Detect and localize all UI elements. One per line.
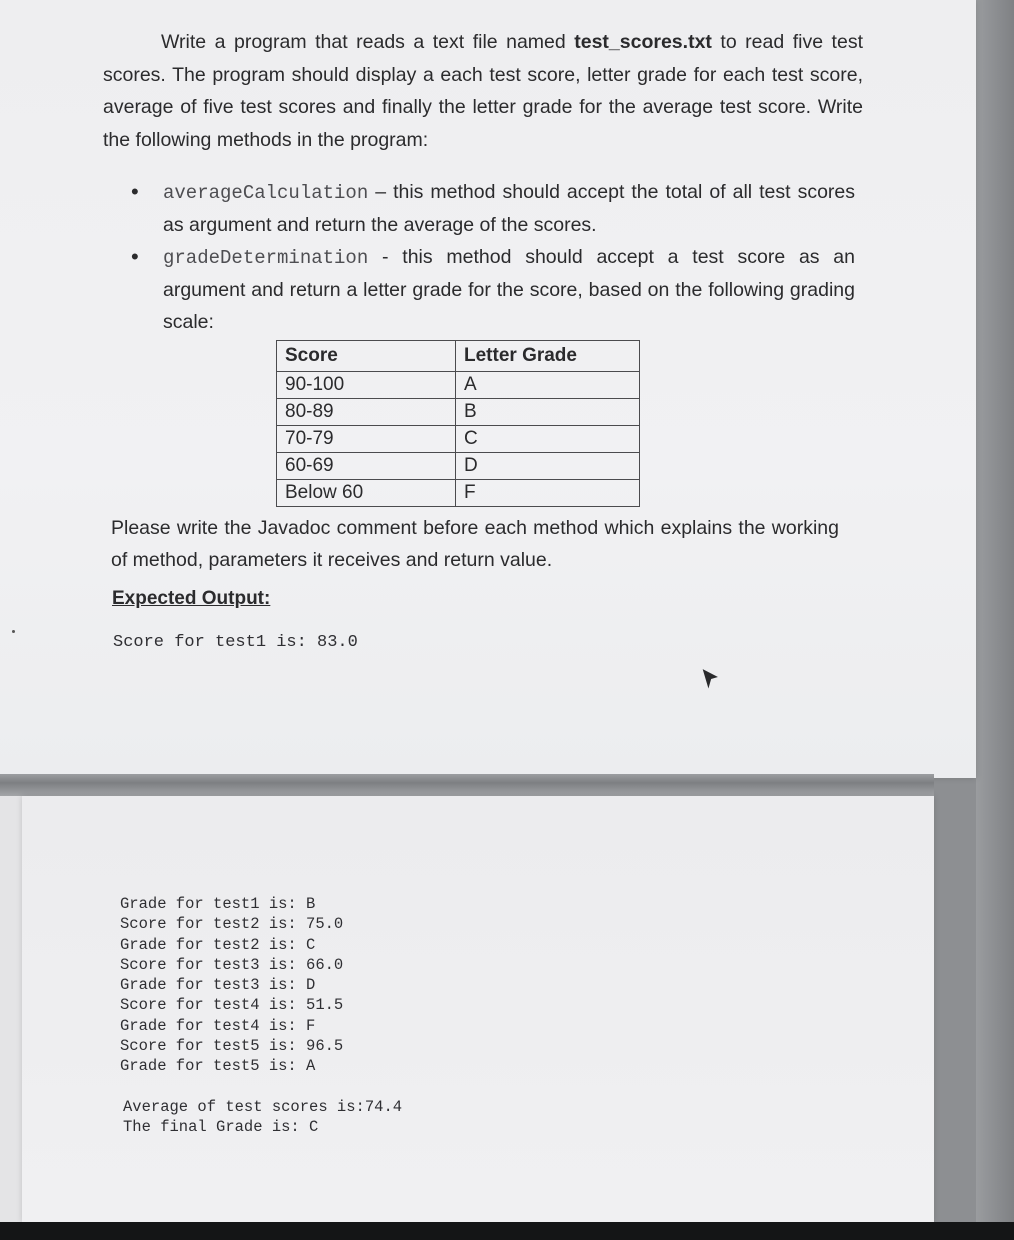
- column-header-letter-grade: Letter Grade: [456, 341, 640, 372]
- table-row: [277, 399, 640, 426]
- method-description: - this method should accept a test score as an argument and return a letter grade for the score, based on the following grading scale:: [163, 246, 855, 333]
- table-row: [277, 372, 640, 399]
- method-item-grade: [125, 241, 855, 338]
- table-row: [277, 480, 640, 507]
- method-name: gradeDetermination: [163, 247, 369, 269]
- screen-speck: [12, 630, 15, 633]
- monitor-right-edge: [976, 0, 1014, 1240]
- final-grade-line: The final Grade is: C: [123, 1118, 319, 1136]
- page-separator: [0, 774, 934, 796]
- letter-grade-cell: D: [456, 453, 640, 480]
- grading-scale-table: [276, 340, 640, 507]
- output-line: Grade for test4 is: F: [120, 1016, 316, 1035]
- table-row: [277, 453, 640, 480]
- letter-grade-cell: B: [456, 399, 640, 426]
- output-line: Score for test3 is: 66.0: [120, 955, 344, 974]
- table-header-row: [277, 341, 640, 372]
- program-output: [120, 894, 343, 1077]
- score-range-cell: 80-89: [277, 399, 456, 426]
- letter-grade-cell: F: [456, 480, 640, 507]
- page-bottom-margin: [0, 796, 22, 1222]
- method-item-average: [125, 176, 855, 241]
- method-description: – this method should accept the total of all test scores as argument and return the average of the scores.: [163, 181, 855, 236]
- filename: test_scores.txt: [574, 31, 712, 53]
- output-line: Grade for test2 is: C: [120, 935, 316, 954]
- bullet-icon: •: [131, 179, 139, 204]
- output-line: Grade for test1 is: B: [120, 895, 316, 913]
- javadoc-note: Please write the Javadoc comment before each method which explains the working of method, parameters it receives and return value.: [111, 517, 839, 571]
- output-line: Score for test5 is: 96.5: [120, 1037, 344, 1056]
- column-header-score: Score: [277, 341, 456, 372]
- expected-output-heading: Expected Output:: [112, 588, 271, 609]
- assignment-intro: [103, 26, 863, 156]
- output-line: Score for test2 is: 75.0: [120, 915, 344, 934]
- score-range-cell: Below 60: [277, 480, 456, 507]
- output-line: Grade for test3 is: D: [120, 976, 316, 995]
- method-name: averageCalculation: [163, 182, 369, 204]
- table-row: [277, 426, 640, 453]
- intro-text-part1: Write a program that reads a text file named: [161, 31, 575, 53]
- output-line: Score for test4 is: 51.5: [120, 996, 344, 1015]
- output-line: Grade for test5 is: A: [120, 1057, 316, 1076]
- letter-grade-cell: C: [456, 426, 640, 453]
- intro-text-part2: to read five test scores. The program should display a each test score, letter grade for each test score, average of five test scores and finally the letter grade for the average test score. Write the following methods in the program:: [103, 31, 863, 151]
- output-first-line: Score for test1 is: 83.0: [113, 633, 358, 652]
- letter-grade-cell: A: [456, 372, 640, 399]
- bullet-icon: •: [131, 244, 139, 269]
- score-range-cell: 90-100: [277, 372, 456, 399]
- monitor-bottom-edge: [0, 1222, 1014, 1240]
- score-range-cell: 70-79: [277, 426, 456, 453]
- mouse-cursor-icon: [698, 664, 724, 694]
- score-range-cell: 60-69: [277, 453, 456, 480]
- method-list: [125, 176, 855, 338]
- average-line: Average of test scores is:74.4: [123, 1098, 403, 1116]
- output-summary: [123, 1097, 402, 1137]
